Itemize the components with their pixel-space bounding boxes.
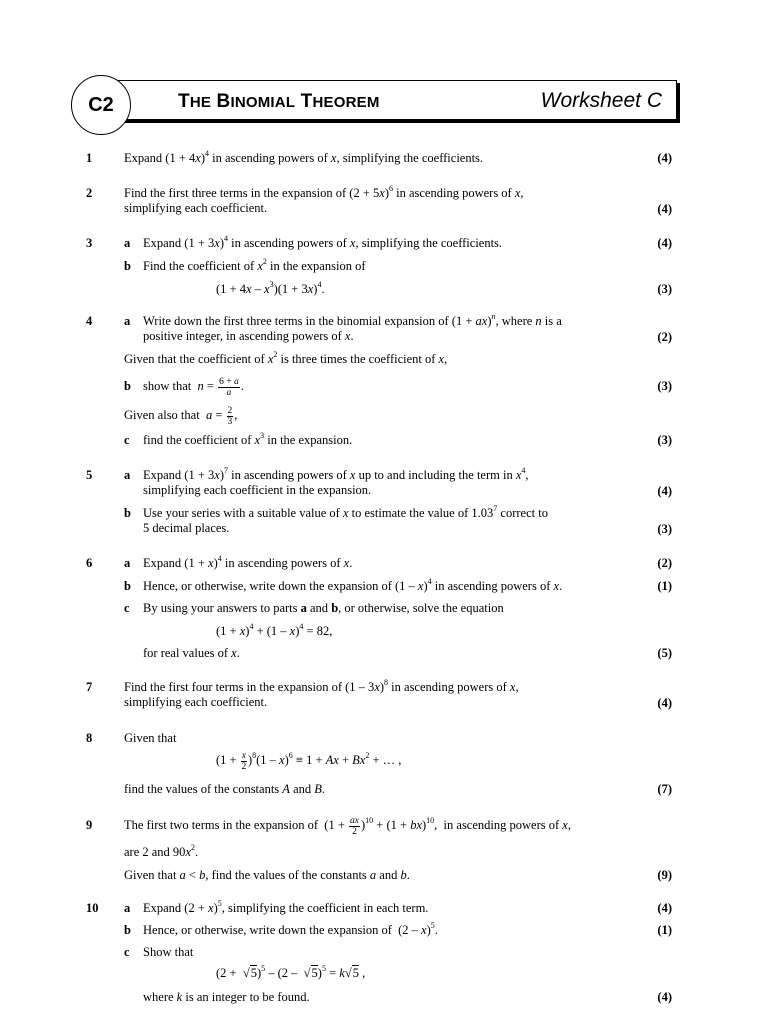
part-label: b [124, 506, 131, 520]
part-marks: (2) [657, 330, 672, 344]
part-text: Expand $(1 + 3x)^4$ in ascending powers of x, simplifying the coefficients. [143, 234, 503, 250]
part-text: Find the coefficient of $x^2$ in the expansion of [143, 257, 366, 273]
part-text: Write down the first three terms in the binomial expansion of (1 + ax)$^n$, where n is a positive integer, in ascending powers of x. [143, 312, 562, 343]
question-text: The first two terms in the expansion of (1 + $\frac{ax}{2}$ )$^{10}$ + (1 + bx)$^{10}$, in ascending powers of x, [124, 815, 571, 837]
part-text: where k is an integer to be found. [143, 990, 310, 1004]
part-marks: (4) [657, 484, 672, 498]
part-marks: (4) [657, 901, 672, 915]
question-number: 3 [86, 236, 93, 250]
question-number: 5 [86, 468, 93, 482]
part-text: Expand $(1 + x)^4$ in ascending powers of x. [143, 554, 353, 570]
part-label: c [124, 601, 130, 615]
part-text: find the coefficient of $x^3$ in the expansion. [143, 431, 353, 447]
part-text: Expand $(1 + 3x)^7$ in ascending powers of x up to and including the term in $x^4$, simplifying each coefficient in the expansion. [143, 466, 529, 497]
question-number: 8 [86, 731, 93, 745]
part-marks: (3) [657, 282, 672, 296]
question-text: Expand $(1 + 4x)^4$ in ascending powers of x, simplifying the coefficients. [124, 149, 484, 165]
part-text: Show that [143, 945, 194, 959]
question-marks: (4) [657, 696, 672, 710]
unit-badge: C2 [71, 75, 131, 135]
identity: (1 + $\frac{x}{2}$ )$^8(1 - x)^6 \equiv 1 + Ax + Bx^2$ + … , [216, 750, 402, 772]
question-number: 4 [86, 314, 93, 328]
part-text: show that n = $\frac{6 + a}{a}$ . [143, 376, 244, 398]
part-label: b [124, 379, 131, 393]
part-marks: (1) [657, 579, 672, 593]
part-marks: (3) [657, 522, 672, 536]
part-text: Expand $(2 + x)^5$, simplifying the coefficient in each term. [143, 899, 429, 915]
part-label: b [124, 259, 131, 273]
part-label: c [124, 433, 130, 447]
question-number: 9 [86, 818, 93, 832]
expression: $(1 + 4x - x^3)(1 + 3x)^4$. [216, 280, 325, 296]
part-text: Hence, or otherwise, write down the expansion of (2 – x)$^5$. [143, 921, 438, 937]
given-text: Given also that a = $\frac{2}{3}$ , [124, 405, 238, 427]
part-label: b [124, 579, 131, 593]
part-label: a [124, 468, 131, 482]
part-marks: (1) [657, 923, 672, 937]
question-text: Given that a < b, find the values of the constants a and b. [124, 868, 410, 882]
part-label: c [124, 945, 130, 959]
question-number: 10 [86, 901, 99, 915]
question-number: 6 [86, 556, 93, 570]
worksheet-label: Worksheet C [540, 89, 662, 112]
equation: $(2 + √5)^5 - (2 - √5)^5 = k√5$ , [216, 964, 366, 980]
part-label: a [124, 556, 131, 570]
part-text: for real values of x. [143, 646, 240, 660]
part-marks: (2) [657, 556, 672, 570]
given-text: Given that the coefficient of $x^2$ is three times the coefficient of x, [124, 350, 448, 366]
question-text: Given that [124, 731, 177, 745]
part-text: By using your answers to parts a and b, or otherwise, solve the equation [143, 601, 504, 615]
part-label: a [124, 314, 131, 328]
part-text: Use your series with a suitable value of x to estimate the value of 1.03$^7$ correct to 5 decimal places. [143, 504, 548, 535]
part-label: a [124, 901, 131, 915]
worksheet-header [75, 78, 677, 126]
part-marks: (4) [657, 990, 672, 1004]
question-marks: (4) [657, 202, 672, 216]
question-number: 2 [86, 186, 93, 200]
part-text: Hence, or otherwise, write down the expansion of (1 – x)$^4$ in ascending powers of x. [143, 577, 563, 593]
part-marks: (3) [657, 379, 672, 393]
part-label: b [124, 923, 131, 937]
part-marks: (4) [657, 236, 672, 250]
question-marks: (4) [657, 151, 672, 165]
question-text: find the values of the constants A and B. [124, 782, 326, 796]
question-text: are 2 and $90x^2$. [124, 843, 199, 859]
question-number: 1 [86, 151, 93, 165]
equation: $(1 + x)^4 + (1 - x)^4 = 82$, [216, 622, 333, 638]
header-banner [105, 80, 677, 120]
question-text: Find the first three terms in the expansion of $(2 + 5x)^6$ in ascending powers of x, simplifying each coefficient. [124, 184, 524, 215]
part-marks: (3) [657, 433, 672, 447]
part-marks: (5) [657, 646, 672, 660]
question-number: 7 [86, 680, 93, 694]
question-marks: (7) [657, 782, 672, 796]
part-label: a [124, 236, 131, 250]
question-text: Find the first four terms in the expansion of (1 – 3x)$^8$ in ascending powers of x, simplifying each coefficient. [124, 678, 519, 709]
question-marks: (9) [657, 868, 672, 882]
worksheet-title: THE BINOMIAL THEOREM [178, 91, 380, 112]
